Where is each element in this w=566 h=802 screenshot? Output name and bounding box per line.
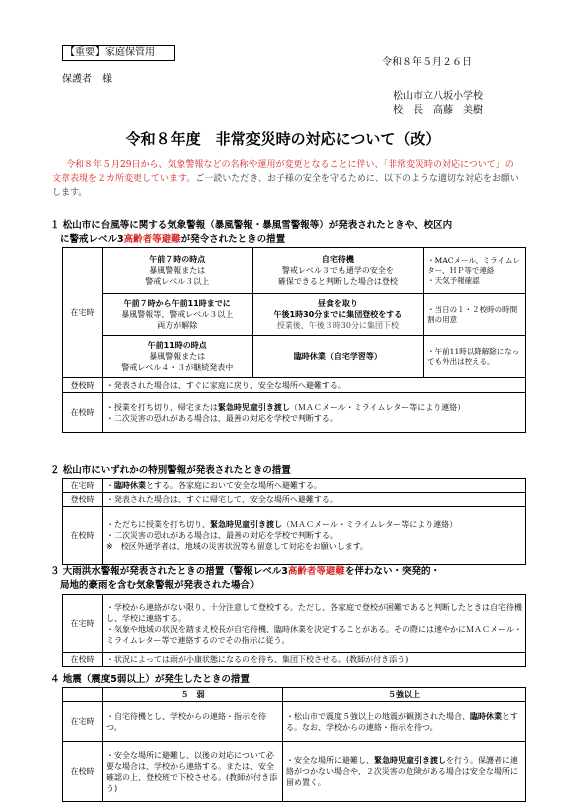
row-content: ・発表された場合は、すぐに帰宅して、安全な場所へ避難する。 [103,493,526,507]
row-label: 在校時 [63,507,103,565]
section2-table [62,478,526,565]
table-row [63,742,526,802]
content-text: ・授業を打ち切り、帰宅または [105,402,218,412]
content-bold: 緊急時児童引き渡し [374,756,446,765]
action-line: 授業後、午後３時30分に集団下校 [276,321,399,330]
document-tag: 【重要】家庭保管用 [62,45,175,61]
school-name: 松山市立八坂小学校 [393,91,483,102]
table-row [63,702,526,742]
row-content [103,507,526,565]
section3-heading-line1 [50,565,440,578]
row-content [283,702,526,742]
condition-line: 両方が解除 [157,321,198,330]
condition-line: 暴風警報または [149,352,206,361]
row-label: 在宅時 [63,702,103,742]
section1-table [62,247,526,433]
table-row [63,688,526,702]
table-row [63,507,526,565]
action-cell [252,294,424,336]
row-content: ・安全な場所に避難し、以後の対応について必要な場合は、学校から連絡する。または、安全確認の上、登校班で下校させる。(教師が付き添う) [103,742,283,802]
condition-cell [102,294,252,336]
table-row [63,479,526,493]
row-label: 在校時 [63,742,103,802]
content-line: ・二次災害の恐れがある場合は、最善の対応を学校で判断する。 [105,413,338,423]
content-line: ・二次災害の恐れがある場合は、最善の対応を学校で判断する。 [106,531,338,540]
section3-heading-text2: を伴わない・突発的・ [344,566,440,577]
action-line: 午後1時30分までに集団登校をする [273,310,403,319]
content-text: （ＭＡＣメール・ミライムレター等により連絡） [289,402,466,412]
issue-date: 令和８年５月２６日 [382,57,472,68]
table-row [63,393,526,433]
condition-title: 午前11時の時点 [147,341,207,350]
column-header: ５強以上 [283,688,526,702]
section1-heading-line2 [60,233,285,246]
column-header: ５ 弱 [103,688,283,702]
content-text: ・安全な場所に避難し、 [286,756,374,765]
note-line: ・MACメール、ミライムレター、ＨＰ等で連絡 [427,255,521,275]
row-content: ・状況によっては雨が小康状態になるのを待ち、集団下校させる。(教師が付き添う) [103,653,526,667]
section3-heading-text: ３ 大雨洪水警報が発表されたときの措置（警報レベル3 [50,566,288,577]
condition-line: 警戒レベル３以上 [145,277,210,286]
section3-table [62,594,526,667]
section3-heading-line2: 局地的豪雨を含む気象警報が発表された場合） [60,580,260,591]
content-text: ・ [106,481,114,490]
note-cell [424,248,526,294]
condition-cell [102,336,252,378]
content-text: とする。なお、学校からの連絡・指示を待つ。 [286,711,518,732]
note-line: ・天気予報確認 [427,275,480,285]
content-text: を行う。保護者に連絡がつかない場合や、２次災害の危険がある場合は安全な場所に留め置く。 [286,756,518,787]
content-text: ・ただちに授業を打ち切り、 [106,520,210,529]
document-title: 令和８年度 非常変災時の対応について（改） [125,130,441,148]
content-note: ※ 校区外通学者は、地域の災害状況等も留意して対応をお願いします。 [106,542,369,551]
action-line: 確保できると判断した場合は登校 [277,277,398,286]
table-row [63,653,526,667]
section1-heading-text: に警戒レベル3 [60,234,124,245]
row-label: 登校時 [63,493,103,507]
table-row [63,378,526,393]
action-title: 昼食を取り [317,299,358,308]
section1-heading-red: 高齢者等避難 [123,234,181,245]
row-content [103,479,526,493]
action-cell [252,248,424,294]
content-line: ・学校から連絡がない限り、十分注意して登校する。ただし、各家庭で登校が困難であると判断したときは自宅待機し、学校に連絡する。 [106,602,522,623]
table-row [63,294,526,336]
table-row [63,248,526,294]
row-content: ・自宅待機とし、学校からの連絡・指示を待つ。 [103,702,283,742]
row-content [103,595,526,653]
content-bold: 臨時休業 [114,481,146,490]
row-content [102,393,525,433]
table-row [63,595,526,653]
content-bold: 緊急時児童引き渡し [210,520,282,529]
addressee: 保護者 様 [62,74,112,85]
row-label: 在宅時 [63,479,103,493]
row-label: 登校時 [63,378,103,393]
condition-title: 午前７時から午前11時までに [123,299,231,308]
section3-heading-red: 高齢者等避難 [287,566,345,577]
section1-heading-line1: １ 松山市に台風等に関する気象警報（暴風警報・暴風雪警報等）が発表されたときや、校区内 [50,220,453,231]
row-label: 在宅時 [63,595,103,653]
condition-line: 警戒レベル４・３が継続発表中 [121,363,234,372]
row-label: 在校時 [63,393,103,433]
corner-cell [63,688,103,702]
condition-line: 暴風警報または [149,266,206,275]
section4-heading: ４ 地震（震度5弱以上）が発生したときの措置 [50,674,250,685]
section4-table [62,687,526,802]
condition-line: 暴風警報等、警戒レベル３以上 [121,310,234,319]
content-bold: 臨時休業 [470,711,502,721]
row-content: ・発表された場合は、すぐに家庭に戻り、安全な場所へ避難する。 [102,378,525,393]
table-row [63,336,526,378]
action-title: 自宅待機 [321,255,354,264]
action-cell: 臨時休業（自宅学習等） [252,336,424,378]
content-line: ・気象や地域の状況を踏まえ校長が自宅待機、臨時休業を決定することがある。その際には速やかにＭＡＣメール・ミライムレター等で連絡するのでその指示に従う。 [106,624,522,645]
row-label: 在宅時 [63,248,103,378]
condition-cell [102,248,252,294]
content-text: とする。各家庭において安全な場所へ避難する。 [146,481,322,490]
intro-rest: ご一読いただき、お子様の安全を守るために、以下のような適切な対応をお願いします。 [52,174,519,198]
intro-highlight: 令和８年５月29日から、気象警報などの名称や運用が変更となることに伴い、「非常変災時の対応について」の文章表現を２カ所変更しています。 [52,160,514,184]
content-text: ・松山市で震度５強以上の地震が観測された場合、 [286,711,470,721]
section2-heading: ２ 松山市にいずれかの特別警報が発表されたときの措置 [50,465,291,476]
action-line: 警戒レベル３でも通学の安全を [281,266,394,275]
content-bold: 緊急時児童引き渡し [217,402,290,412]
row-label: 在校時 [63,653,103,667]
condition-title: 午前７時の時点 [149,255,206,264]
section1-heading-text2: が発令されたときの措置 [180,234,286,245]
row-content [283,742,526,802]
table-row [63,493,526,507]
note-cell: ・午前11時以降解除になっても外出は控える。 [424,336,526,378]
intro-paragraph [52,158,522,200]
content-text: （ＭＡＣメール・ミライムレター等により連絡） [282,520,458,529]
note-cell: ・当日の１・２校時の時間割の用意 [424,294,526,336]
principal-name: 校 長 高藤 美樹 [393,105,483,116]
